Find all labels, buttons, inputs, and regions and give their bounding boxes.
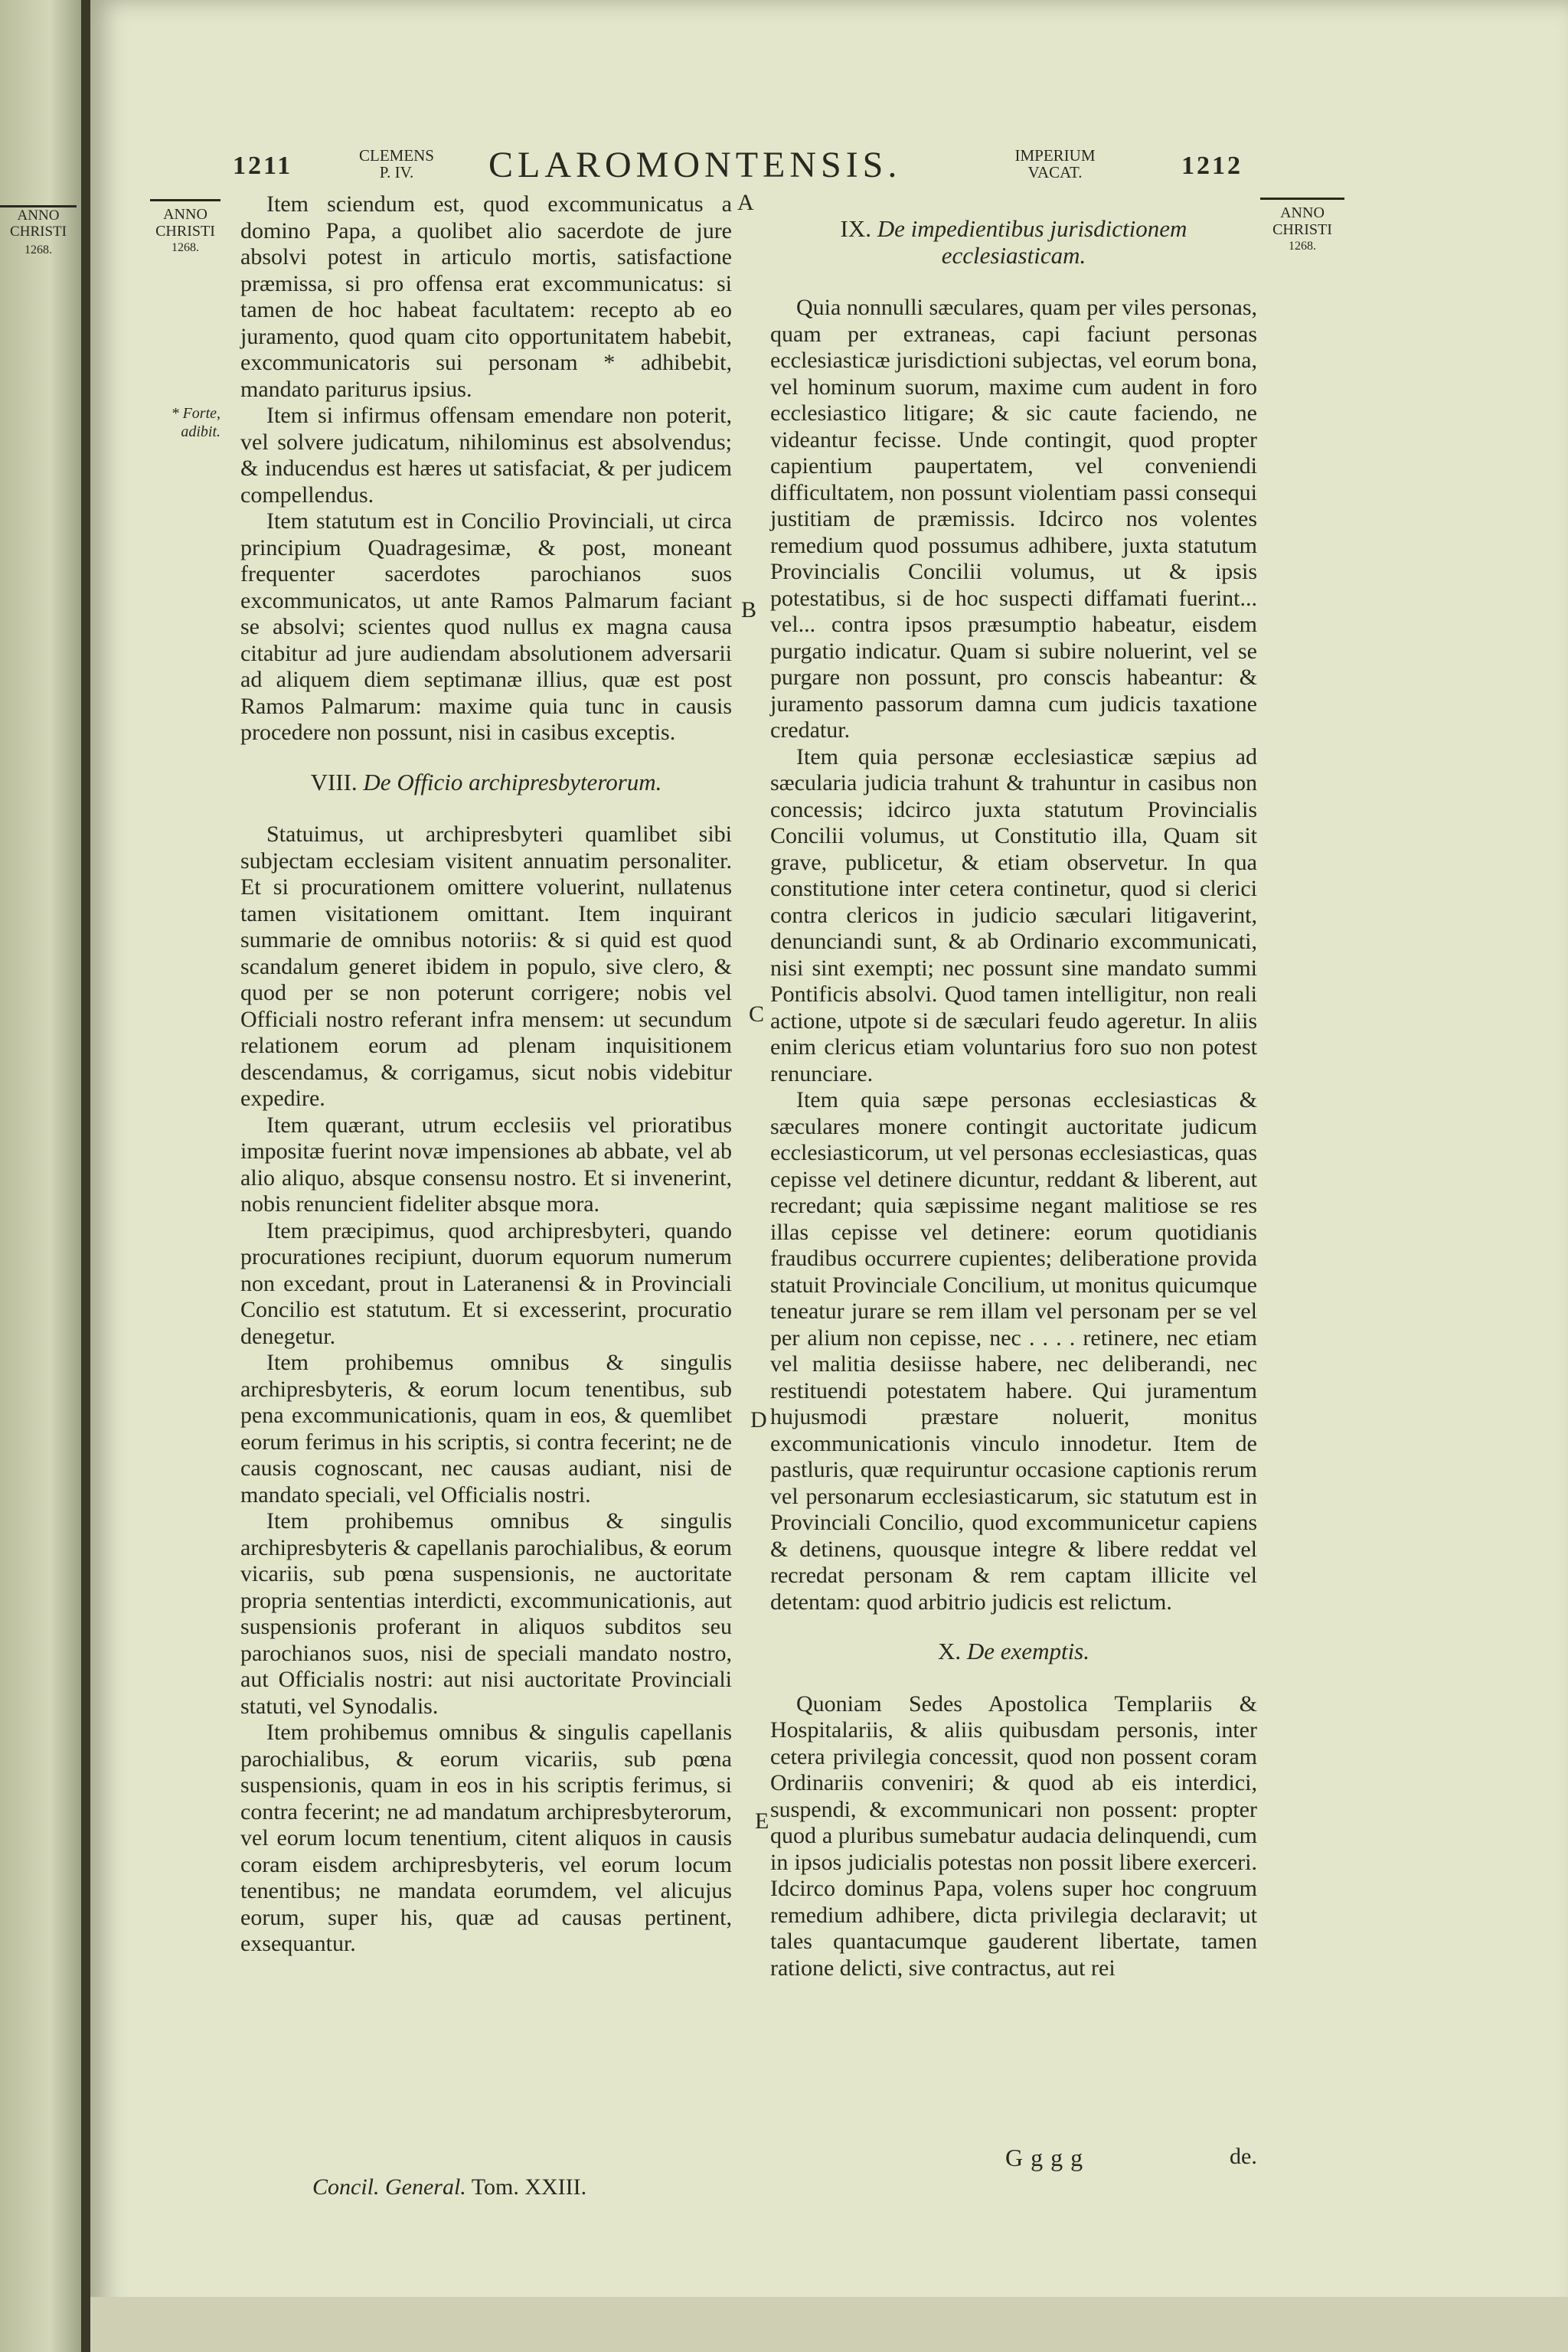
catchword: de. <box>1230 2144 1257 2169</box>
section-heading-x <box>770 1638 1257 1665</box>
year-label: 1268. <box>172 241 199 254</box>
paragraph: Item prohibemus omnibus & singulis capellanis parochialibus, & eorum vicariis, sub pœna suspensionis, quam in eos in his scriptis ferimus, si contra fecerint; ne ad mandatum archipresbyterorum, vel eorum locum tenentium, citent aliquos in causis coram eisdem archipresbyteris, vel eorum locum tenentibus; ne mandata eorumdem, vel alicujus eorum, super his, quæ ad causas pertinent, exsequantur. <box>240 1720 732 1956</box>
section-heading-viii <box>240 769 732 796</box>
prev-year: 1268. <box>24 243 52 256</box>
running-clemens: CLEMENS <box>358 146 434 165</box>
margin-note <box>144 404 220 441</box>
left-running-head <box>335 147 458 181</box>
section-letter-b: B <box>741 597 757 622</box>
heading-number: IX. <box>840 215 872 242</box>
paragraph: Quoniam Sedes Apostolica Templariis & Hospitalariis, & aliis quibusdam personis, inter cetera privilegia concessit, quod non possent coram Ordinariis conveniri; & quod ab eis interdici, suspendi, & excommunicari non possent: propter quod a pluribus sumebatur audacia delinquendi, cum in ipsos judicialis potestas non possit libere exerceri. Idcirco dominus Papa, volens super hoc congruum remedium adhibere, dicta privilegia declaravit; ut tales quantacumque gauderent libertate, tamen ratione delicti, sive contractus, aut rei <box>770 1690 1257 1981</box>
section-heading-ix <box>770 216 1257 269</box>
paragraph: Item statutum est in Concilio Provinciali, ut circa principium Quadragesimæ, & post, moneant frequenter sacerdotes parochianos suos excommunicatos, ut ante Ramos Palmarum faciant se absolvi; scientes quod nullus ex magna causa citabitur ad jure audiendam absolutionem adversarii ad aliquem diem septimanæ illius, quæ est post Ramos Palmarum: maxime quia tunc in causis procedere non possunt, nisi in casibus exceptis. <box>240 508 732 745</box>
paragraph: Quia nonnulli sæculares, quam per viles personas, quam per extraneas, capi faciunt personas ecclesiasticæ jurisdictioni subjectas, vel eorum bona, vel hominum suorum, maxime cum audent in foro ecclesiastico litigare; & sic caute faciendo, ne videantur fecisse. Unde contingit, quod propter capientium paupertatem, vel conveniendi difficultatem, non possunt violentiam passi consequi justitiam de præmissis. Idcirco nos volentes remedium quod possumus adhibere, juxta statutum Provincialis Concilii volumus, ut & ipsis potestatibus, si de hoc suspecti diffamati fuerint... vel... contra ipsos præsumptio habeatur, eisdem purgatio indicatur. Quam si subire noluerint, vel se purgare non possunt, pro conscis habeantur: & juramento passorum damna cum judicis taxatione credatur. <box>770 295 1257 743</box>
running-pope: P. IV. <box>379 163 414 181</box>
footer-tom: Tom. XXIII. <box>471 2174 587 2200</box>
paragraph: Item prohibemus omnibus & singulis archipresbyteris, & eorum locum tenentibus, sub pena excommunicationis, quam in eos, & quemlibet eorum ferimus in his scriptis, si contra fecerint; ne de causis cognoscant, nec causas audiant, nisi de mandato speciali, vel Officialis nostri. <box>240 1350 732 1508</box>
paragraph: Item præcipimus, quod archipresbyteri, quando procurationes recipiunt, duorum equorum numerum non excedant, prout in Lateranensi & in Provinciali Concilio est statutum. Et si excesserint, procuratio denegetur. <box>240 1217 732 1349</box>
paragraph: Item sciendum est, quod excommunicatus a domino Papa, a quolibet alio sacerdote de jure absolvi potest in articulo mortis, satisfactione præmissa, si pro offensa erat excommunicatus: si tamen de hoc habeat facultatem: recepto ab eo juramento, quod quam cito opportunitatem habebit, excommunicatoris sui personam * adhibebit, mandato pariturus ipsius. <box>240 191 732 402</box>
right-page-number: 1212 <box>1181 152 1243 180</box>
right-margin-anno <box>1260 198 1344 255</box>
paragraph: Item si infirmus offensam emendare non poterit, vel solvere judicatum, nihilominus est absolvendus; & inducendus est hæres ut satisfaciat, & per judicem compellendus. <box>240 403 732 508</box>
heading-number: X. <box>938 1638 962 1664</box>
page-bottom-edge <box>90 2297 1568 2352</box>
heading-number: VIII. <box>310 768 358 795</box>
left-column <box>240 191 732 1958</box>
note-mark: * Forte, <box>171 405 220 422</box>
footer-concil: Concil. General. <box>312 2174 466 2200</box>
paragraph: Statuimus, ut archipresbyteri quamlibet sibi subjectam ecclesiam visitent annuatim personaliter. Et si procurationem omittere voluerint, nullatenus tamen visitationem omittant. Item inquirant summarie de omnibus notoriis: & si quid est quod scandalum generet ibidem in populo, sive clero, & quod per se non poterunt corrigere; nobis vel Officiali nostro referant infra mensem: ut secundum relationem eorum ad plenam inquisitionem descendamus, & corrigamus, sicut nobis videbitur expedire. <box>240 822 732 1111</box>
book-page <box>90 0 1568 2352</box>
running-vacat: VACAT. <box>1027 163 1083 181</box>
christi-label: CHRISTI <box>155 223 215 240</box>
section-letter-c: C <box>749 1001 765 1027</box>
paragraph: Item quia sæpe personas ecclesiasticas & sæculares monere contingit auctoritate judicum ecclesiasticorum, ut vel personas ecclesiasticas, quas cepisse vel detinere dicuntur, reddant & liberent, aut recredant; quia sæpissime negant malitiose se res illas cepisse vel detinere: eorum quotidianis fraudibus occurrere cupientes; deliberatione provida statuit Provinciale Concilium, ut monitus quicumque teneatur jurare se rem illam vel personam per se vel per alium non cepisse, nec . . . . retinere, nec etiam vel malitia desiisse habere, nec deliberandi, nec restituendi potestatem habere. Qui juramentum hujusmodi præstare noluerit, monitus excommunicationis vinculo innodetur. Item de pastluris, quæ requiruntur occasione captionis rerum vel personarum ecclesiasticarum, sic statutum est in Provinciali Concilio, quod excommunicetur capiens & detinens, quousque integre & libere reddat vel recredat personam & rem captam illicite vel detentam: quod arbitrio judicis est relictum. <box>770 1087 1257 1615</box>
signature-mark: Gggg <box>1005 2144 1091 2171</box>
section-letter-e: E <box>755 1808 769 1834</box>
page-title: CLAROMONTENSIS. <box>488 145 902 185</box>
running-imperium: IMPERIUM <box>1014 146 1096 165</box>
paragraph: Item quærant, utrum ecclesiis vel prioratibus impositæ fuerint novæ impensiones ab abbate, vel ab alio aliquo, absque consensu nostro. Et si invenerint, nobis renuncient fideliter absque mora. <box>240 1112 732 1217</box>
left-margin-anno <box>150 199 220 256</box>
right-column <box>770 216 1257 1981</box>
footer-volume <box>312 2174 586 2200</box>
year-label: 1268. <box>1289 240 1316 253</box>
previous-page-edge <box>0 0 83 2352</box>
section-letter-d: D <box>750 1407 767 1432</box>
heading-text: De impedientibus jurisdictionem ecclesiasticam. <box>877 215 1187 269</box>
prev-anno: ANNO <box>0 205 77 224</box>
paragraph: Item prohibemus omnibus & singulis archipresbyteris & capellanis parochialibus, & eorum vicariis, sub pœna suspensionis, ne auctoritate propria sententias interdicti, excommunicationis, aut suspensionis proferant in aliquos subditos seu parochianos suos, nisi de speciali mandato nostro, aut Officialis nostri: aut nisi auctoritate Provinciali statuti, vel Synodalis. <box>240 1508 732 1719</box>
section-letter-a: A <box>737 190 754 215</box>
heading-text: De exemptis. <box>966 1638 1089 1664</box>
right-running-head <box>986 147 1124 181</box>
anno-label: ANNO <box>163 206 207 223</box>
heading-text: De Officio archipresbyterorum. <box>363 768 662 795</box>
left-page-number: 1211 <box>233 152 293 180</box>
paragraph: Item quia personæ ecclesiasticæ sæpius ad sæcularia judicia trahunt & trahuntur in casibus non concessis; idcirco juxta statutum Provincialis Concilii volumus, ut Constitutio illa, Quam sit grave, publicetur, & etiam observetur. In qua constitutione inter cetera continetur, quod si clerici contra clericos in judicio sæculari litigaverint, denunciandi sunt, & ab Ordinario excommunicati, nisi sint exempti; nec possunt sine mandato summi Pontificis absolvi. Quod tamen intelligitur, non reali actione, utpote si de sæculari feudo ageretur. In aliis enim clericus etiam voluntarius foro suo non potest renunciare. <box>770 743 1257 1086</box>
note-text: adibit. <box>181 423 220 440</box>
christi-label: CHRISTI <box>1272 221 1332 238</box>
prev-christi: CHRISTI <box>10 224 67 240</box>
anno-label: ANNO <box>1280 204 1325 221</box>
